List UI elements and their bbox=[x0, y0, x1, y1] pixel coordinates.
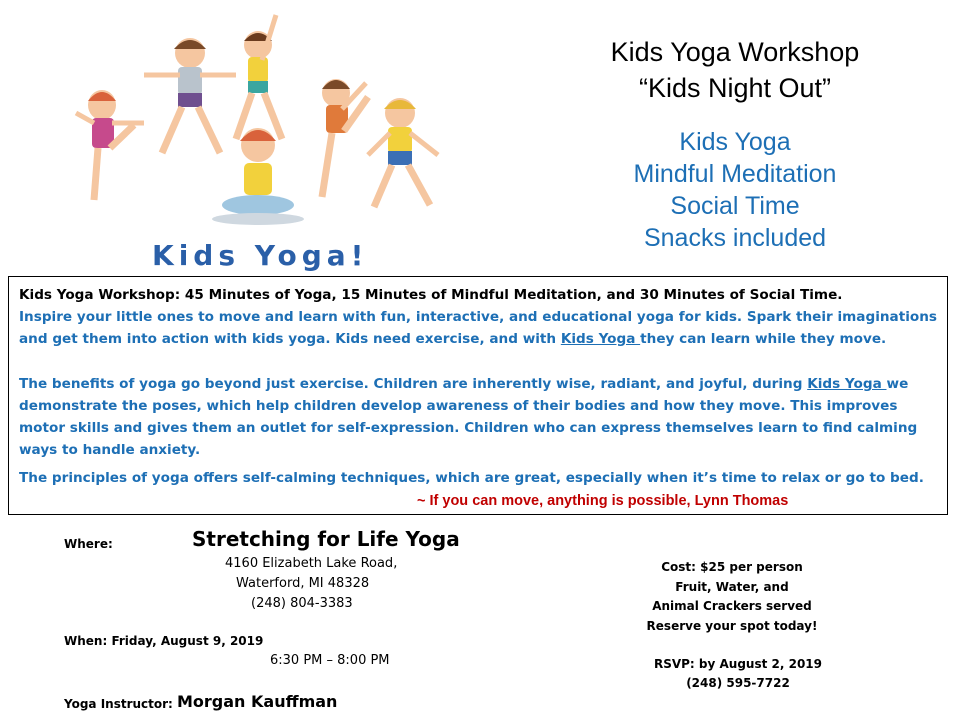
refreshments-line-2: Animal Crackers served bbox=[652, 599, 812, 613]
rsvp-phone: (248) 595-7722 bbox=[686, 676, 790, 690]
quote-text: ~ If you can move, anything is possible, Lynn Thomas bbox=[417, 493, 789, 509]
paragraph-2-line-4: ways to handle anxiety. bbox=[19, 442, 201, 458]
kid-figure-5 bbox=[368, 98, 438, 207]
paragraph-3: The principles of yoga offers self-calming techniques, which are great, especially when it’s time to relax or go to bed. bbox=[19, 470, 924, 486]
instructor-name: Morgan Kauffman bbox=[177, 692, 338, 711]
workshop-title: Kids Yoga Workshop bbox=[610, 37, 860, 67]
kid-figure-3 bbox=[236, 15, 282, 139]
kid-figure-4 bbox=[322, 79, 368, 197]
cost-text: Cost: $25 per person bbox=[661, 560, 803, 574]
highlight-kids-yoga: Kids Yoga bbox=[679, 128, 791, 156]
kid-figure-2 bbox=[144, 38, 236, 153]
paragraph-1-line-1: Inspire your little ones to move and learn with fun, interactive, and educational yoga for kids. Spark their imaginations bbox=[19, 309, 937, 325]
highlight-social-time: Social Time bbox=[670, 192, 800, 220]
venue-phone: (248) 804-3383 bbox=[251, 596, 353, 611]
refreshments-line-1: Fruit, Water, and bbox=[675, 580, 789, 594]
kids-yoga-link-1[interactable]: Kids Yoga bbox=[560, 331, 641, 347]
paragraph-1-line-2: and get them into action with kids yoga. Kids need exercise, and with Kids Yoga they can learn while they move. bbox=[19, 331, 887, 347]
kid-figure-1 bbox=[76, 90, 144, 200]
when-text: When: Friday, August 9, 2019 bbox=[64, 634, 264, 648]
address-line-1: 4160 Elizabeth Lake Road, bbox=[225, 556, 398, 571]
reserve-text: Reserve your spot today! bbox=[646, 619, 818, 633]
highlight-snacks: Snacks included bbox=[643, 224, 827, 252]
address-line-2: Waterford, MI 48328 bbox=[236, 576, 370, 591]
kids-yoga-illustration bbox=[50, 5, 470, 275]
venue-name: Stretching for Life Yoga bbox=[192, 527, 460, 551]
intro-text: Kids Yoga Workshop: 45 Minutes of Yoga, 15 Minutes of Mindful Meditation, and 30 Minutes of Social Time. bbox=[19, 287, 843, 303]
instructor-label: Yoga Instructor: bbox=[64, 697, 173, 711]
paragraph-2-line-3: motor skills and gives them an outlet for self-expression. Children who can express themselves learn to find calming bbox=[19, 420, 918, 436]
workshop-subtitle: “Kids Night Out” bbox=[638, 73, 832, 103]
paragraph-2-line-2: demonstrate the poses, which help children develop awareness of their bodies and how they move. This improves bbox=[19, 398, 898, 414]
paragraph-2-line-1: The benefits of yoga go beyond just exercise. Children are inherently wise, radiant, and joyful, during Kids Yoga we bbox=[19, 376, 909, 392]
highlight-meditation: Mindful Meditation bbox=[633, 160, 837, 188]
description-box bbox=[8, 276, 948, 515]
where-label: Where: bbox=[64, 537, 113, 551]
rsvp-text: RSVP: by August 2, 2019 bbox=[653, 657, 823, 671]
kids-yoga-link-2[interactable]: Kids Yoga bbox=[807, 376, 887, 392]
time-text: 6:30 PM – 8:00 PM bbox=[270, 653, 390, 668]
kid-figure-6 bbox=[212, 128, 304, 225]
artwork-caption: Kids Yoga! bbox=[152, 239, 369, 272]
